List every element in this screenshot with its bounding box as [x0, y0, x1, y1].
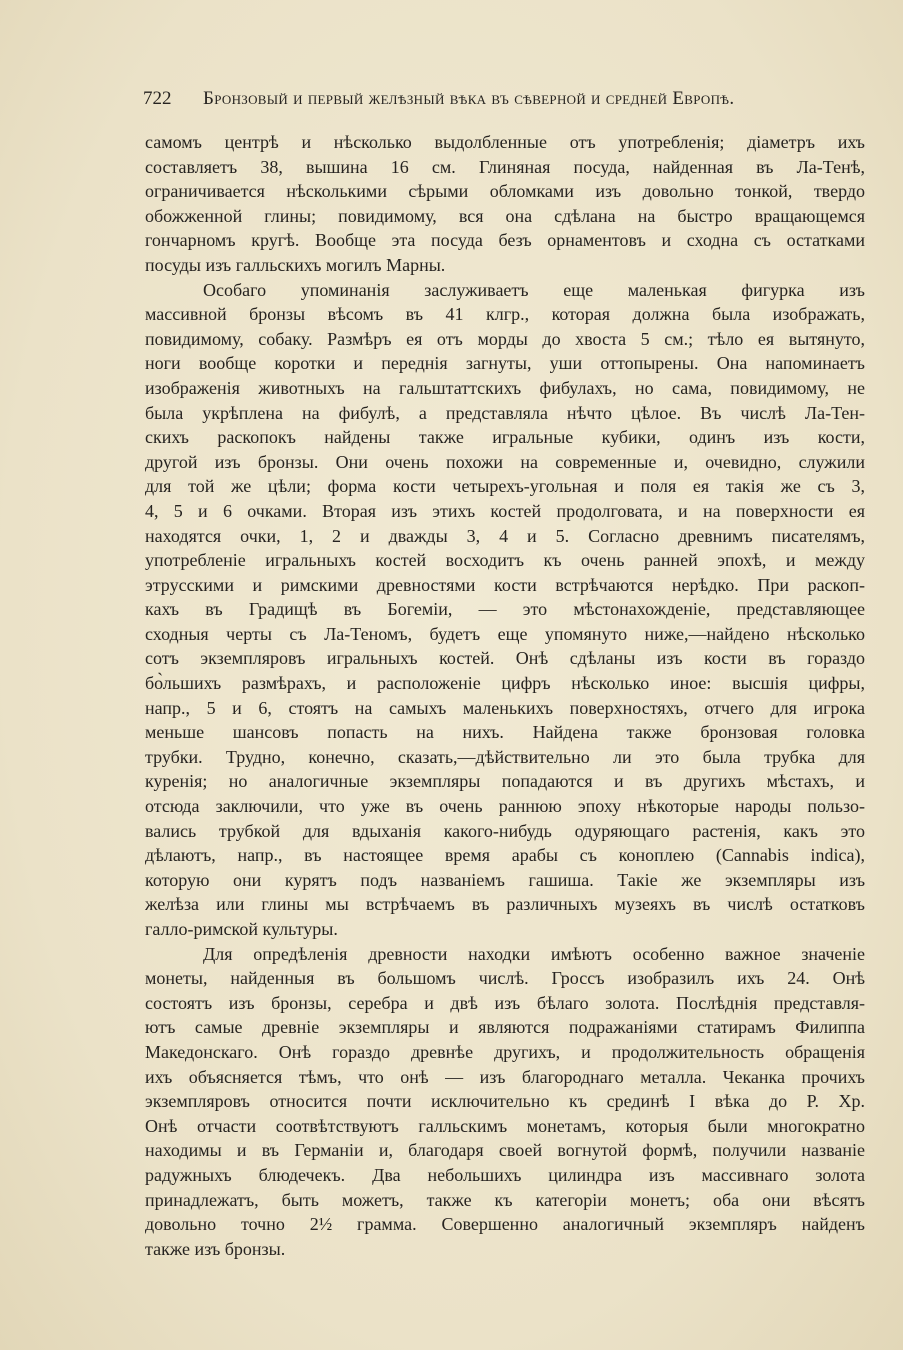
text-line: трубки. Трудно, конечно, сказать,—дѣйствительно ли это была трубка для: [145, 746, 865, 767]
text-line: Особаго упоминанія заслуживаетъ еще маленькая фигурка изъ: [203, 279, 865, 300]
page-number: 722: [143, 88, 172, 109]
text-line: также изъ бронзы.: [145, 1238, 286, 1259]
text-line: куренія; но аналогичные экземпляры попадаются и въ другихъ мѣстахъ, и: [145, 771, 865, 792]
text-line: повидимому, собаку. Размѣръ ея отъ морды до хвоста 5 см.; тѣло ея вытянуто,: [145, 328, 865, 349]
text-line: другой изъ бронзы. Они очень похожи на современные и, очевидно, служили: [145, 451, 865, 472]
text-line: составляетъ 38, вышина 16 см. Глиняная посуда, найденная въ Ла-Тенѣ,: [145, 156, 865, 177]
text-line: самомъ центрѣ и нѣсколько выдолбленные отъ употребленія; діаметръ ихъ: [145, 132, 865, 152]
text-line: Онѣ отчасти соотвѣтствуютъ галльскимъ монетамъ, которыя были многократно: [145, 1115, 865, 1136]
text-line: для той же цѣли; форма кости четырехъ-угольная и поля ея такія же съ 3,: [145, 476, 865, 497]
text-line: довольно точно 2½ грамма. Совершенно аналогичный экземпляръ найденъ: [145, 1214, 865, 1235]
text-line: которую они курятъ подъ названіемъ гашиша. Такіе же экземпляры изъ: [145, 869, 865, 890]
text-line: ихъ объясняется тѣмъ, что онѣ — изъ благороднаго металла. Чеканка прочихъ: [145, 1066, 865, 1087]
text-line: напр., 5 и 6, стоятъ на самыхъ маленькихъ поверхностяхъ, отчего для игрока: [145, 697, 865, 718]
text-line: обожженной глины; повидимому, вся она сдѣлана на быстро вращающемся: [145, 205, 865, 226]
text-line: дѣлаютъ, напр., въ настоящее время арабы съ коноплею (Cannabis indica),: [145, 845, 865, 866]
text-line: изображенія животныхъ на гальштаттскихъ фибулахъ, но сама, повидимому, не: [145, 377, 865, 398]
text-line: монеты, найденныя въ большомъ числѣ. Гроссъ изобразилъ ихъ 24. Онѣ: [145, 968, 865, 989]
text-line: находимы и въ Германіи и, благодаря своей вогнутой формѣ, получили названіе: [145, 1140, 865, 1161]
text-line: ограничивается нѣсколькими сѣрыми обломками изъ довольно тонкой, твердо: [145, 181, 865, 202]
body-text: [145, 130, 865, 1261]
text-line: кахъ въ Градищѣ въ Богеміи, — это мѣстонахожденіе, представляющее: [145, 599, 865, 620]
text-line: ноги вообще коротки и переднія загнуты, уши оттопырены. Она напоминаетъ: [145, 353, 865, 374]
text-line: массивной бронзы вѣсомъ въ 41 клгр., которая должна была изображать,: [145, 304, 865, 325]
running-head: [143, 86, 823, 112]
text-line: скихъ раскопокъ найдены также игральные кубики, одинъ изъ кости,: [145, 427, 865, 448]
text-line: Для опредѣленія древности находки имѣютъ особенно важное значеніе: [203, 943, 865, 964]
text-line: отсюда заключили, что уже въ очень раннюю эпоху нѣкоторые народы пользо-: [145, 796, 865, 817]
text-line: этрусскими и римскими древностями кости встрѣчаются нерѣдко. При раскоп-: [145, 574, 865, 595]
text-line: сотъ экземпляровъ игральныхъ костей. Онѣ сдѣланы изъ кости въ гораздо: [145, 648, 865, 669]
running-head-title: Бронзовый и первый желѣзный вѣка въ сѣверной и средней Европѣ.: [203, 88, 735, 109]
text-line: гончарномъ кругѣ. Вообще эта посуда безъ орнаментовъ и сходна съ остатками: [145, 230, 865, 251]
text-line: сходныя черты съ Ла-Теномъ, будетъ еще упомянуто ниже,—найдено нѣсколько: [145, 623, 865, 644]
text-line: желѣза или глины мы встрѣчаемъ въ различныхъ музеяхъ въ числѣ остатковъ: [145, 894, 865, 915]
text-line: радужныхъ блюдечекъ. Два небольшихъ цилиндра изъ массивнаго золота: [145, 1164, 865, 1185]
text-line: употребленіе игральныхъ костей восходитъ къ очень ранней эпохѣ, и между: [145, 550, 865, 571]
text-line: галло-римской культуры.: [145, 919, 338, 939]
text-line: меньше шансовъ попасть на нихъ. Найдена также бронзовая головка: [145, 722, 865, 743]
text-line: экземпляровъ относится почти исключительно къ срединѣ I вѣка до Р. Хр.: [145, 1091, 865, 1112]
text-line: принадлежатъ, быть можетъ, также къ категоріи монетъ; оба они вѣсятъ: [145, 1189, 865, 1210]
text-line: бо̀льшихъ размѣрахъ, и расположеніе цифръ нѣсколько иное: высшія цифры,: [145, 673, 865, 694]
text-line: состоятъ изъ бронзы, серебра и двѣ изъ бѣлаго золота. Послѣднія представля-: [145, 992, 865, 1013]
text-line: вались трубкой для вдыханія какого-нибудь одуряющаго растенія, какъ это: [145, 820, 865, 841]
text-line: Македонскаго. Онѣ гораздо древнѣе другихъ, и продолжительность обращенія: [145, 1041, 865, 1062]
text-line: была укрѣплена на фибулѣ, а представляла нѣчто цѣлое. Въ числѣ Ла-Тен-: [145, 402, 865, 423]
text-line: посуды изъ галльскихъ могилъ Марны.: [145, 254, 446, 275]
text-line: находятся очки, 1, 2 и дважды 3, 4 и 5. Согласно древнимъ писателямъ,: [145, 525, 865, 546]
text-line: ютъ самые древніе экземпляры и являются подражаніями статирамъ Филиппа: [145, 1017, 865, 1038]
text-line: 4, 5 и 6 очками. Вторая изъ этихъ костей продолговата, и на поверхности ея: [145, 500, 865, 521]
